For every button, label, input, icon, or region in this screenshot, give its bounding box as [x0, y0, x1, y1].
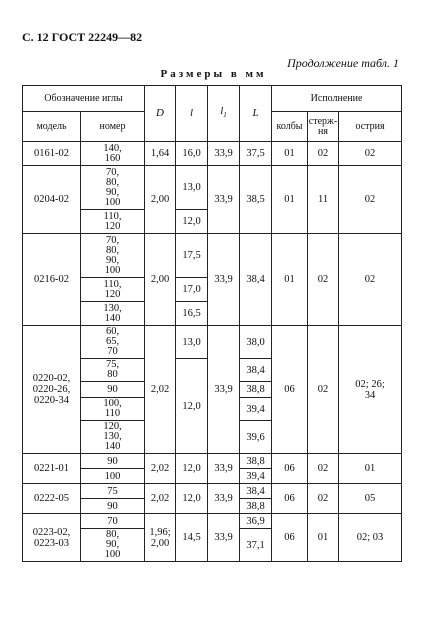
table-row [23, 234, 402, 278]
header-l1: $l_1$ [208, 86, 240, 142]
cell-number: 100, 110 [81, 398, 145, 421]
cell-point: 02; 03 [339, 514, 402, 562]
header-flask: колбы [272, 112, 308, 142]
header-L: L [240, 86, 272, 142]
cell-L: 38,4 [240, 359, 272, 382]
header-model: модель [23, 112, 81, 142]
table-row [23, 166, 402, 210]
cell-flask: 01 [272, 234, 308, 326]
cell-number: 75 [81, 484, 145, 499]
cell-model: 0204-02 [23, 166, 81, 234]
cell-l1: 33,9 [208, 484, 240, 514]
page-header: С. 12 ГОСТ 22249—82 [22, 30, 143, 44]
cell-number: 90 [81, 454, 145, 469]
cell-D: 2,02 [145, 454, 176, 484]
cell-number: 70 [81, 514, 145, 529]
cell-l: 12,0 [176, 454, 208, 484]
cell-flask: 06 [272, 454, 308, 484]
cell-l: 12,0 [176, 359, 208, 454]
cell-point: 02 [339, 142, 402, 166]
header-rod: стерж-ня [308, 112, 339, 142]
cell-number: 90 [81, 499, 145, 514]
table-row [23, 514, 402, 529]
table-row [23, 142, 402, 166]
cell-l: 16,0 [176, 142, 208, 166]
cell-D: 2,00 [145, 234, 176, 326]
table-continuation-note: Продолжение табл. 1 [287, 56, 399, 70]
cell-l1: 33,9 [208, 454, 240, 484]
header-point: острия [339, 112, 402, 142]
cell-rod: 02 [308, 454, 339, 484]
cell-rod: 01 [308, 514, 339, 562]
cell-L: 38,4 [240, 484, 272, 499]
table-row [23, 454, 402, 469]
cell-l: 17,5 [176, 234, 208, 278]
cell-number: 130, 140 [81, 302, 145, 326]
cell-l1: 33,9 [208, 234, 240, 326]
cell-model: 0220-02, 0220-26, 0220-34 [23, 326, 81, 454]
cell-D: 1,64 [145, 142, 176, 166]
cell-L: 37,5 [240, 142, 272, 166]
header-l: l [176, 86, 208, 142]
needle-dimensions-table [22, 85, 402, 562]
cell-model: 0221-01 [23, 454, 81, 484]
cell-L: 39,4 [240, 469, 272, 484]
table-row [23, 326, 402, 359]
cell-number: 90 [81, 382, 145, 398]
cell-D: 2,02 [145, 484, 176, 514]
header-number: номер [81, 112, 145, 142]
cell-l: 17,0 [176, 278, 208, 302]
cell-L: 36,9 [240, 514, 272, 529]
cell-L: 39,6 [240, 421, 272, 454]
cell-number: 60, 65, 70 [81, 326, 145, 359]
cell-number: 110, 120 [81, 210, 145, 234]
cell-model: 0216-02 [23, 234, 81, 326]
cell-D: 2,00 [145, 166, 176, 234]
cell-rod: 02 [308, 234, 339, 326]
cell-point: 02 [339, 166, 402, 234]
header-execution: Исполнение [272, 86, 402, 112]
cell-l1: 33,9 [208, 166, 240, 234]
cell-rod: 02 [308, 326, 339, 454]
header-designation: Обозначение иглы [23, 86, 145, 112]
cell-number: 120, 130, 140 [81, 421, 145, 454]
cell-D: 2,02 [145, 326, 176, 454]
cell-number: 100 [81, 469, 145, 484]
header-D: D [145, 86, 176, 142]
cell-l: 13,0 [176, 326, 208, 359]
cell-l: 13,0 [176, 166, 208, 210]
cell-point: 02; 26; 34 [339, 326, 402, 454]
cell-L: 38,8 [240, 382, 272, 398]
cell-rod: 02 [308, 142, 339, 166]
cell-l: 16,5 [176, 302, 208, 326]
cell-l1: 33,9 [208, 142, 240, 166]
cell-L: 38,8 [240, 454, 272, 469]
cell-l: 12,0 [176, 484, 208, 514]
cell-point: 01 [339, 454, 402, 484]
cell-point: 05 [339, 484, 402, 514]
table-caption: Размеры в мм [160, 68, 267, 80]
cell-number: 140, 160 [81, 142, 145, 166]
cell-rod: 02 [308, 484, 339, 514]
cell-l1: 33,9 [208, 514, 240, 562]
cell-flask: 01 [272, 166, 308, 234]
cell-l: 12,0 [176, 210, 208, 234]
cell-model: 0222-05 [23, 484, 81, 514]
cell-L: 38,0 [240, 326, 272, 359]
cell-model: 0161-02 [23, 142, 81, 166]
cell-L: 38,8 [240, 499, 272, 514]
cell-number: 70, 80, 90, 100 [81, 234, 145, 278]
cell-flask: 01 [272, 142, 308, 166]
table-row [23, 484, 402, 499]
cell-number: 75, 80 [81, 359, 145, 382]
cell-flask: 06 [272, 514, 308, 562]
cell-number: 80, 90, 100 [81, 529, 145, 562]
cell-rod: 11 [308, 166, 339, 234]
cell-point: 02 [339, 234, 402, 326]
cell-L: 37,1 [240, 529, 272, 562]
cell-number: 110, 120 [81, 278, 145, 302]
cell-L: 39,4 [240, 398, 272, 421]
cell-flask: 06 [272, 326, 308, 454]
cell-L: 38,4 [240, 234, 272, 326]
cell-l: 14,5 [176, 514, 208, 562]
cell-D: 1,96; 2,00 [145, 514, 176, 562]
cell-L: 38,5 [240, 166, 272, 234]
cell-number: 70, 80, 90, 100 [81, 166, 145, 210]
cell-flask: 06 [272, 484, 308, 514]
cell-model: 0223-02, 0223-03 [23, 514, 81, 562]
cell-l1: 33,9 [208, 326, 240, 454]
